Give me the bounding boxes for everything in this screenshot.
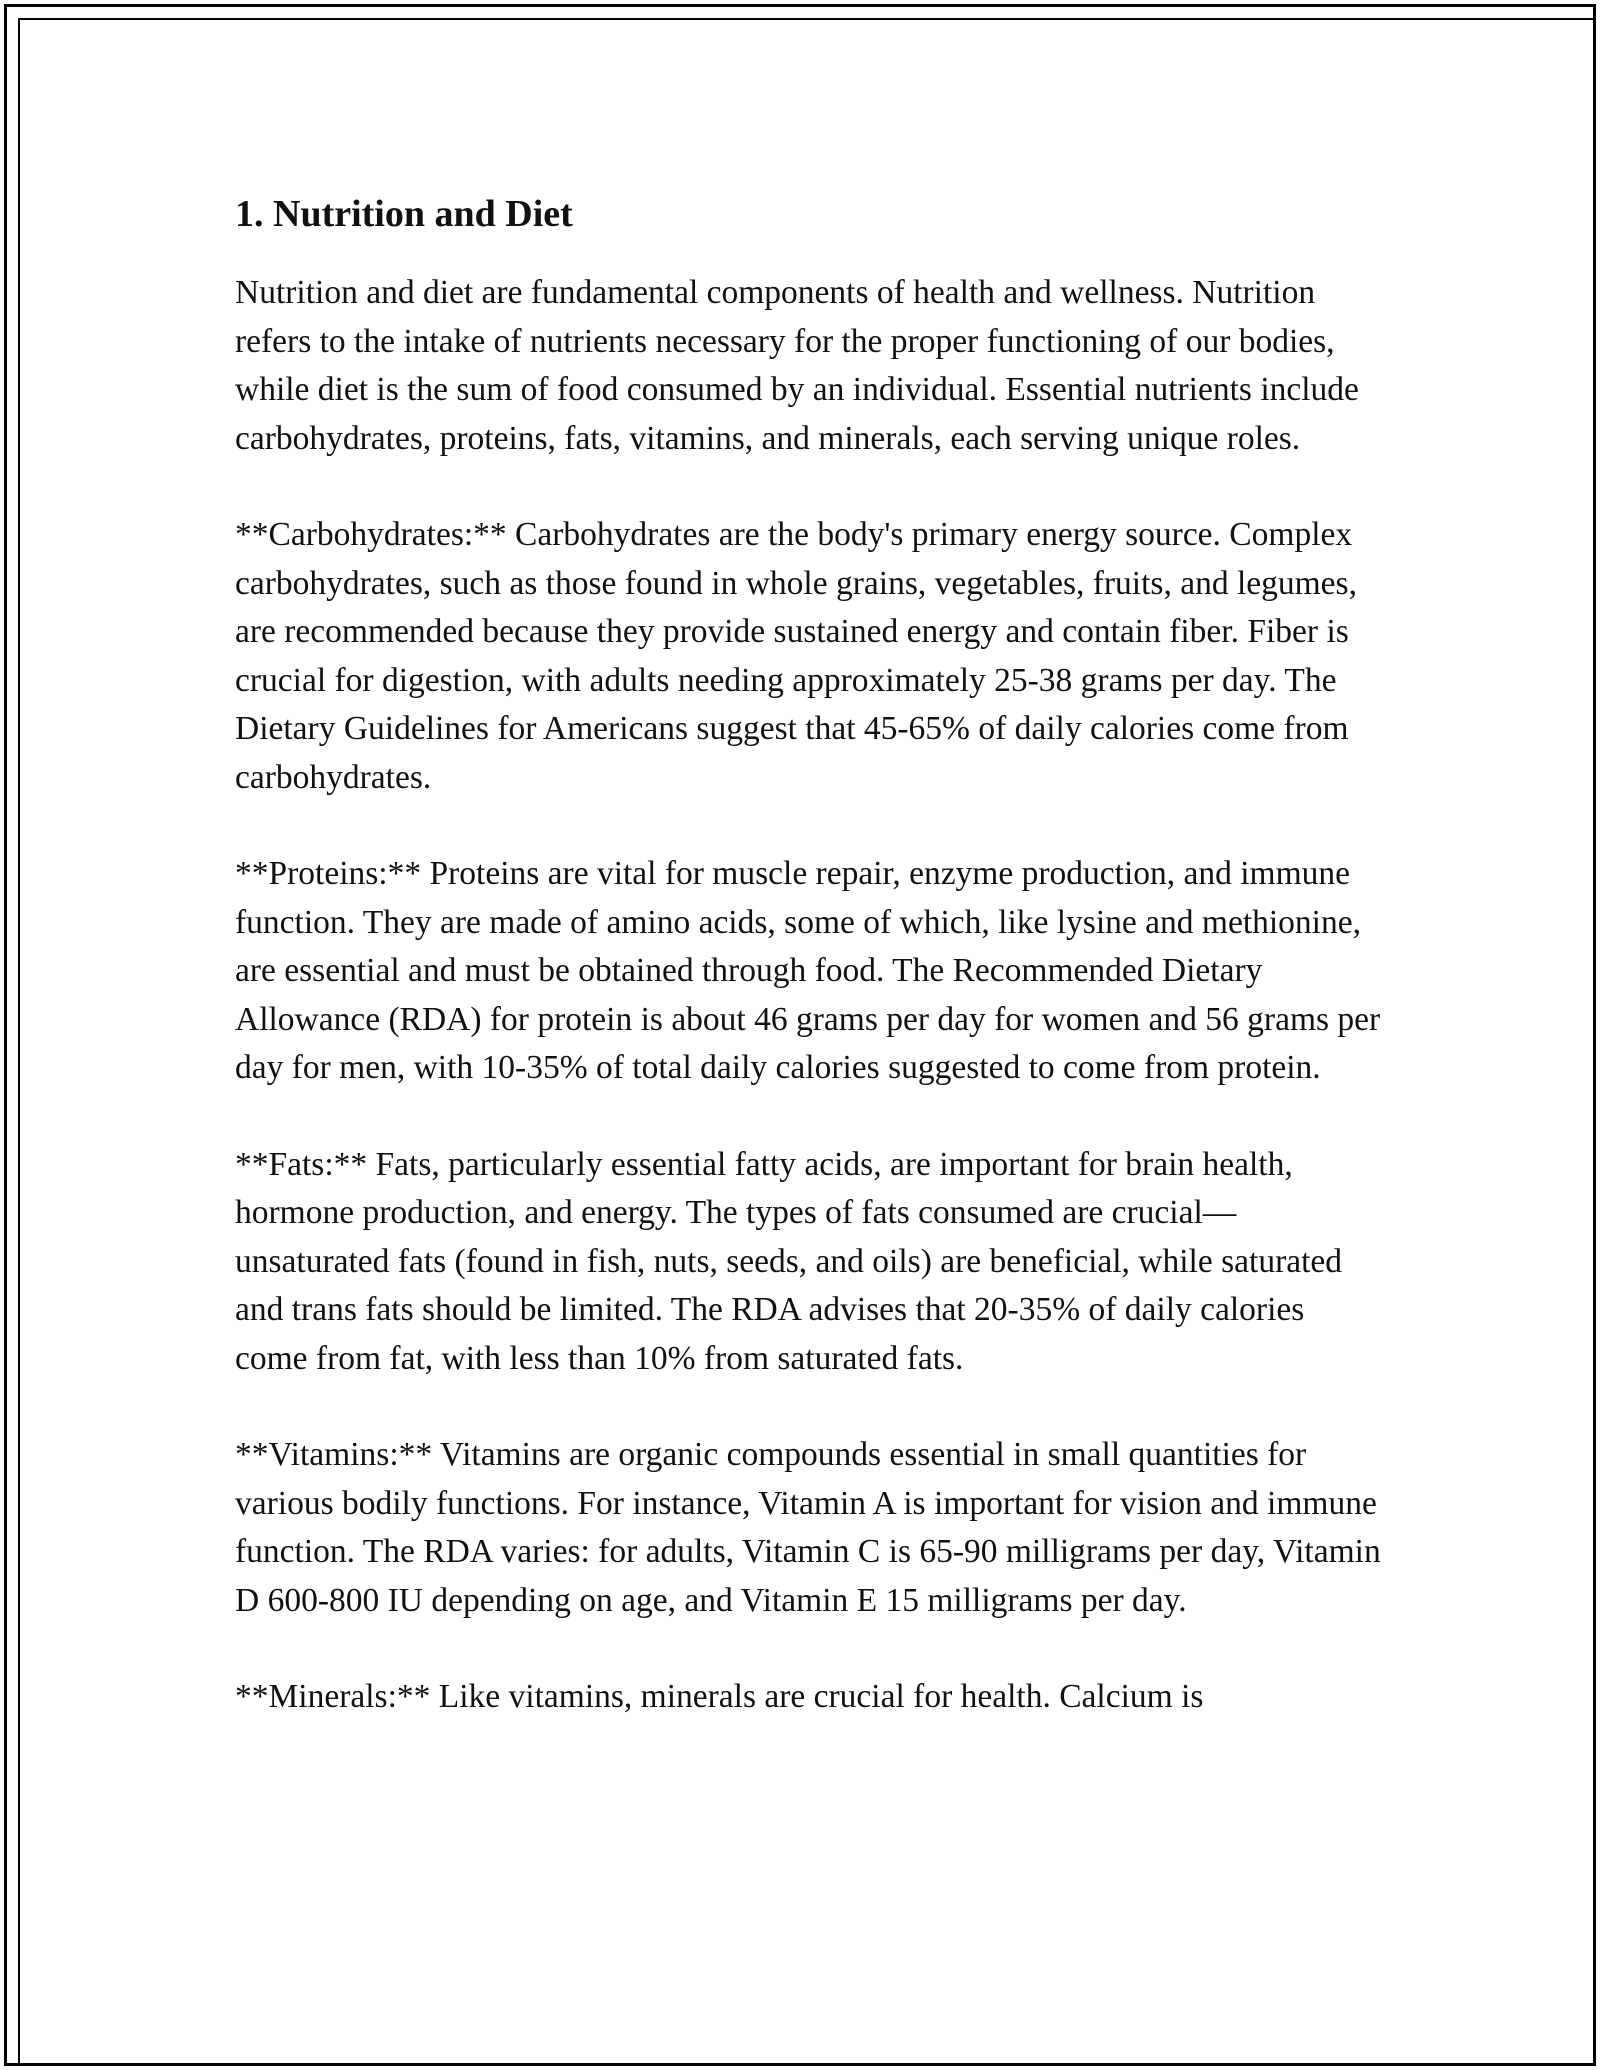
paragraph-minerals: **Minerals:** Like vitamins, minerals are crucial for health. Calcium is bbox=[235, 1678, 1204, 1715]
section-heading: 1. Nutrition and Diet bbox=[235, 193, 573, 235]
document-body bbox=[235, 185, 1385, 1770]
paragraph-introduction: Nutrition and diet are fundamental components of health and wellness. Nutrition refers to the intake of nutrients necessary for the proper functioning of our bodies, while diet is the sum of food consumed by an individual. Essential nutrients include carbohydrates, proteins, fats, vitamins, and minerals, each serving unique roles. bbox=[235, 274, 1359, 457]
paragraph-proteins: **Proteins:** Proteins are vital for muscle repair, enzyme production, and immune function. They are made of amino acids, some of which, like lysine and methionine, are essential and must be obtained through food. The Recommended Dietary Allowance (RDA) for protein is about 46 grams per day for women and 56 grams per day for men, with 10-35% of total daily calories suggested to come from protein. bbox=[235, 855, 1381, 1086]
paragraph-vitamins: **Vitamins:** Vitamins are organic compounds essential in small quantities for various bodily functions. For instance, Vitamin A is important for vision and immune function. The RDA varies: for adults, Vitamin C is 65-90 milligrams per day, Vitamin D 600-800 IU depending on age, and Vitamin E 15 milligrams per day. bbox=[235, 1436, 1381, 1619]
paragraph-fats: **Fats:** Fats, particularly essential fatty acids, are important for brain health, hormone production, and energy. The types of fats consumed are crucial—unsaturated fats (found in fish, nuts, seeds, and oils) are beneficial, while saturated and trans fats should be limited. The RDA advises that 20-35% of daily calories come from fat, with less than 10% from saturated fats. bbox=[235, 1145, 1343, 1377]
paragraph-carbohydrates: **Carbohydrates:** Carbohydrates are the body's primary energy source. Complex carbohydrates, such as those found in whole grains, vegetables, fruits, and legumes, are recommended because they provide sustained energy and contain fiber. Fiber is crucial for digestion, with adults needing approximately 25-38 grams per day. The Dietary Guidelines for Americans suggest that 45-65% of daily calories come from carbohydrates. bbox=[235, 516, 1357, 796]
